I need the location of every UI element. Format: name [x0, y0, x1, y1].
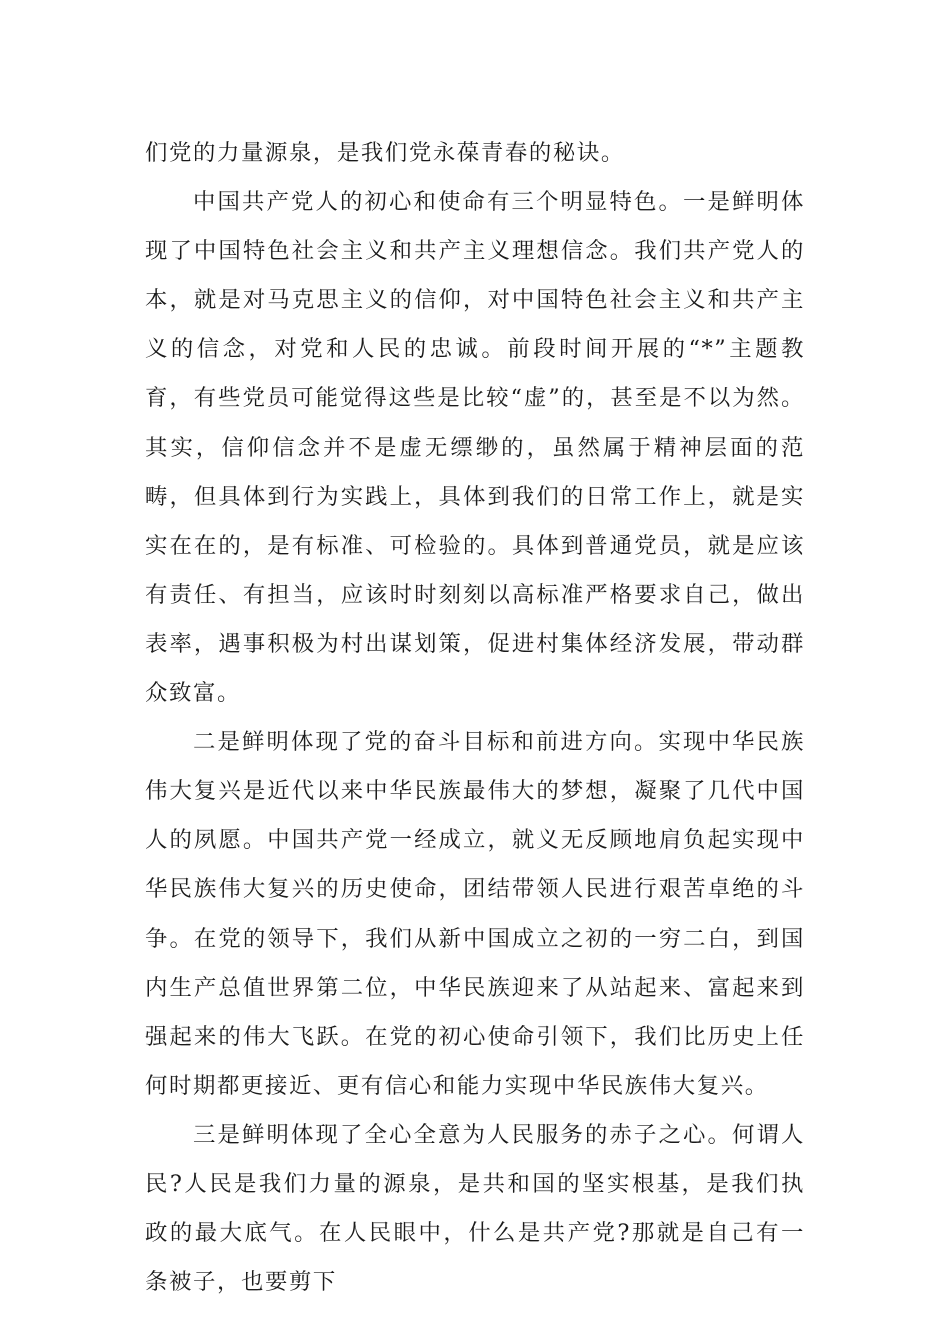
- paragraph-second-feature: 二是鲜明体现了党的奋斗目标和前进方向。实现中华民族伟大复兴是近代以来中华民族最伟大的梦想，凝聚了几代中国人的夙愿。中国共产党一经成立，就义无反顾地肩负起实现中华民族伟大复兴的历史使命，团结带领人民进行艰苦卓绝的斗争。在党的领导下，我们从新中国成立之初的一穷二白，到国内生产总值世界第二位，中华民族迎来了从站起来、富起来到强起来的伟大飞跃。在党的初心使命引领下，我们比历史上任何时期都更接近、更有信心和能力实现中华民族伟大复兴。: [145, 729, 805, 1099]
- document-body: [145, 129, 805, 1307]
- paragraph-third-feature: 三是鲜明体现了全心全意为人民服务的赤子之心。何谓人民?人民是我们力量的源泉，是共和国的坚实根基，是我们执政的最大底气。在人民眼中，什么是共产党?那就是自己有一条被子，也要剪下: [145, 1121, 805, 1296]
- paragraph-three-features: 中国共产党人的初心和使命有三个明显特色。一是鲜明体现了中国特色社会主义和共产主义理想信念。我们共产党人的本，就是对马克思主义的信仰，对中国特色社会主义和共产主义的信念，对党和人民的忠诚。前段时间开展的“*”主题教育，有些党员可能觉得这些是比较“虚”的，甚至是不以为然。其实，信仰信念并不是虚无缥缈的，虽然属于精神层面的范畴，但具体到行为实践上，具体到我们的日常工作上，就是实实在在的，是有标准、可检验的。具体到普通党员，就是应该有责任、有担当，应该时时刻刻以高标准严格要求自己，做出表率，遇事积极为村出谋划策，促进村集体经济发展，带动群众致富。: [145, 189, 805, 707]
- paragraph-continuation: 们党的力量源泉，是我们党永葆青春的秘诀。: [145, 140, 625, 166]
